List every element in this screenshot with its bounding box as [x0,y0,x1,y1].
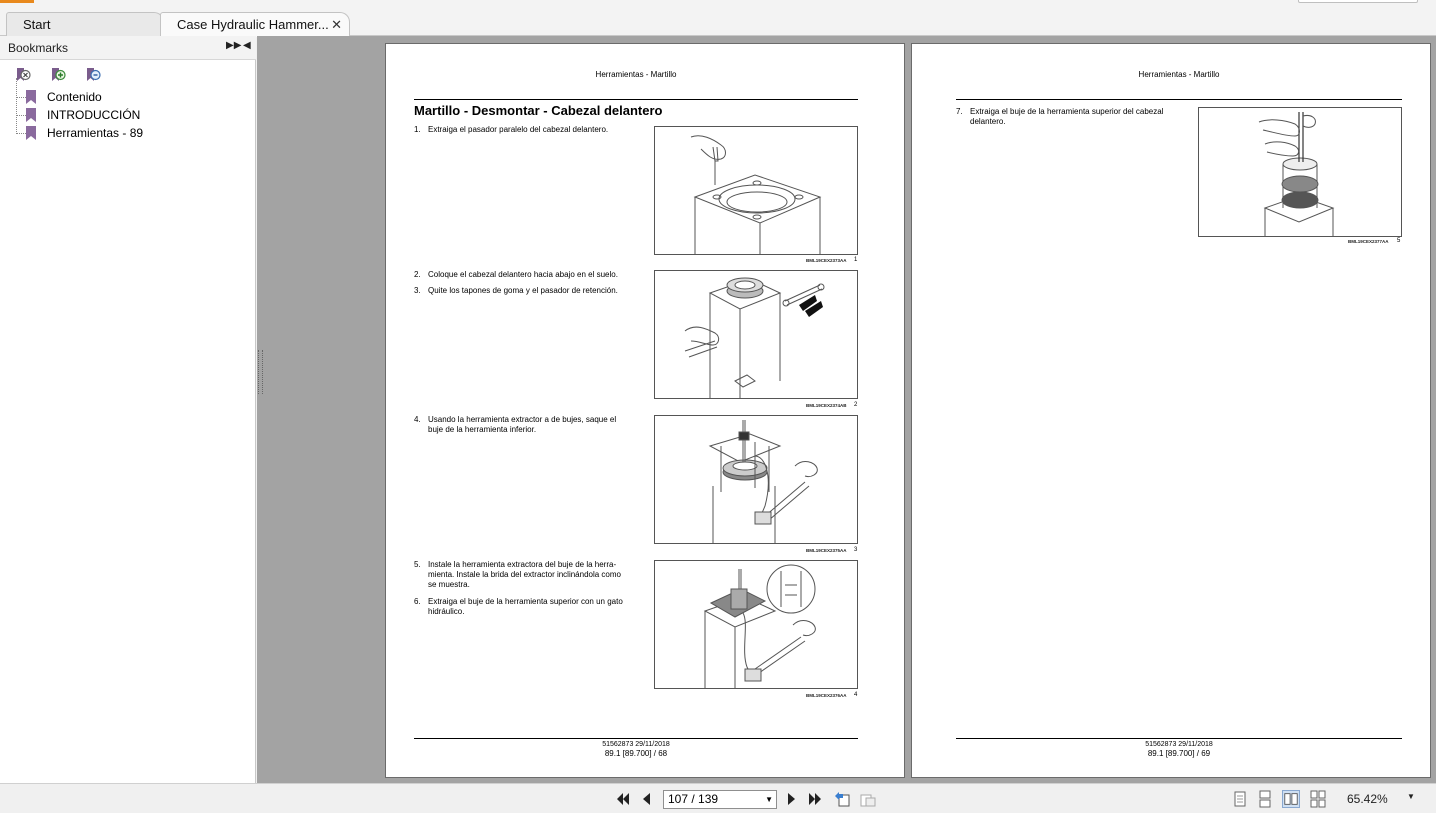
last-page-icon[interactable] [806,790,824,808]
status-toolbar [0,783,1436,813]
search-box[interactable] [1298,0,1418,3]
previous-view-icon[interactable] [833,790,851,808]
figure-4 [654,560,858,689]
figure-number: 2 [854,402,858,408]
figure-3 [654,415,858,544]
running-header: Herramientas - Martillo [595,70,677,79]
footer-doc-id: 51562873 29/11/2018 [602,741,670,748]
footer-rule [414,738,858,739]
bookmarks-title: Bookmarks [8,41,69,55]
tree-connector [16,133,26,134]
header-rule [414,99,858,100]
figure-code: BML19CEX2373AA [806,258,847,263]
tab-start-label: Start [23,17,51,32]
step-text: Extraiga el buje de la herramienta superior del cabezal [970,107,1164,116]
page-indicator: 107 / 139 [668,792,719,806]
illustration-plug-removal [655,271,857,398]
chevron-down-icon[interactable]: ▼ [765,795,773,804]
header-rule [956,99,1402,100]
figure-code: BML19CEX2375AA [806,548,847,553]
step-number: 6. [414,597,421,606]
bookmarks-header [0,36,256,60]
continuous-facing-icon[interactable] [1309,790,1327,808]
collapse-panel-icon[interactable]: ◀ [243,40,251,51]
step-6 [414,597,644,619]
footer-page-ref: 89.1 [89.700] / 69 [1147,749,1211,758]
bookmark-item-introduccion[interactable] [26,106,140,124]
bookmarks-panel [0,36,256,783]
tab-document-label: Case Hydraulic Hammer... [177,17,329,32]
zoom-level[interactable]: 65.42% [1347,792,1388,806]
panel-splitter-handle[interactable] [258,350,263,394]
step-text: Quite los tapones de goma y el pasador de retención. [428,286,618,295]
step-text: se muestra. [428,580,470,589]
facing-pages-icon[interactable] [1282,790,1300,808]
panel-menu-icon[interactable]: ▶▶ [226,40,242,51]
bookmark-label: Contenido [47,90,102,104]
figure-code: BML19CEX2374AB [806,403,847,408]
step-text: Extraiga el pasador paralelo del cabezal delantero. [428,125,609,134]
bookmark-icon [26,126,36,140]
step-text: Usando la herramienta extractor a de bujes, saque el [428,415,617,424]
step-7 [956,107,1196,129]
continuous-page-icon[interactable] [1256,790,1274,808]
page-number-field[interactable] [663,790,777,809]
tab-start[interactable] [6,12,164,37]
step-number: 5. [414,560,421,569]
close-icon[interactable]: ✕ [331,17,342,32]
app-menu-accent[interactable] [0,0,34,3]
step-text: Coloque el cabezal delantero hacia abajo en el suelo. [428,270,618,279]
zoom-dropdown-icon[interactable]: ▼ [1407,792,1415,801]
bookmark-properties-icon[interactable] [84,66,102,84]
step-number: 2. [414,270,421,279]
tab-bar [0,12,1436,36]
footer-doc-id: 51562873 29/11/2018 [1145,741,1213,748]
figure-code: BML19CEX2377AA [1348,239,1389,244]
step-text: mienta. Instale la brida del extractor inclinándola como [428,570,621,579]
step-text: Instale la herramienta extractora del buje de la herra- [428,560,617,569]
next-page-icon[interactable] [782,790,800,808]
section-title: Martillo - Desmontar - Cabezal delantero [414,103,663,118]
bookmark-item-herramientas[interactable] [26,124,143,142]
page-68 [385,43,905,778]
next-view-icon[interactable] [859,790,877,808]
single-page-icon[interactable] [1231,790,1249,808]
step-5 [414,560,644,592]
illustration-bushing-removal [1199,108,1401,236]
step-number: 4. [414,415,421,424]
figure-number: 4 [854,692,858,698]
bookmark-icon [26,90,36,104]
step-number: 3. [414,286,421,295]
tree-connector [16,97,26,98]
step-text: delantero. [970,117,1006,126]
step-number: 7. [956,107,963,116]
illustration-pin-removal [655,127,857,254]
bookmark-item-contenido[interactable] [26,88,102,106]
first-page-icon[interactable] [614,790,632,808]
figure-1 [654,126,858,255]
tab-document[interactable] [160,12,350,37]
tree-connector [16,115,26,116]
figure-number: 1 [854,257,858,263]
figure-5 [1198,107,1402,237]
footer-rule [956,738,1402,739]
illustration-bushing-extractor [655,416,857,543]
step-text: hidráulico. [428,607,465,616]
step-number: 1. [414,125,421,134]
bookmark-label: Herramientas - 89 [47,126,144,140]
figure-2 [654,270,858,399]
figure-number: 5 [1397,238,1401,244]
bookmark-label: INTRODUCCIÓN [47,108,141,122]
step-4 [414,415,644,437]
running-header: Herramientas - Martillo [1138,70,1220,79]
illustration-hydraulic-jack [655,561,857,688]
step-text: Extraiga el buje de la herramienta superior con un gato [428,597,623,606]
previous-page-icon[interactable] [638,790,656,808]
step-text: buje de la herramienta inferior. [428,425,537,434]
figure-code: BML19CEX2376AA [806,693,847,698]
title-strip [0,0,1436,12]
bookmark-icon [26,108,36,122]
figure-number: 3 [854,547,858,553]
footer-page-ref: 89.1 [89.700] / 68 [604,749,668,758]
page-69 [911,43,1431,778]
bookmark-add-icon[interactable] [49,66,67,84]
tree-connector [16,78,17,134]
